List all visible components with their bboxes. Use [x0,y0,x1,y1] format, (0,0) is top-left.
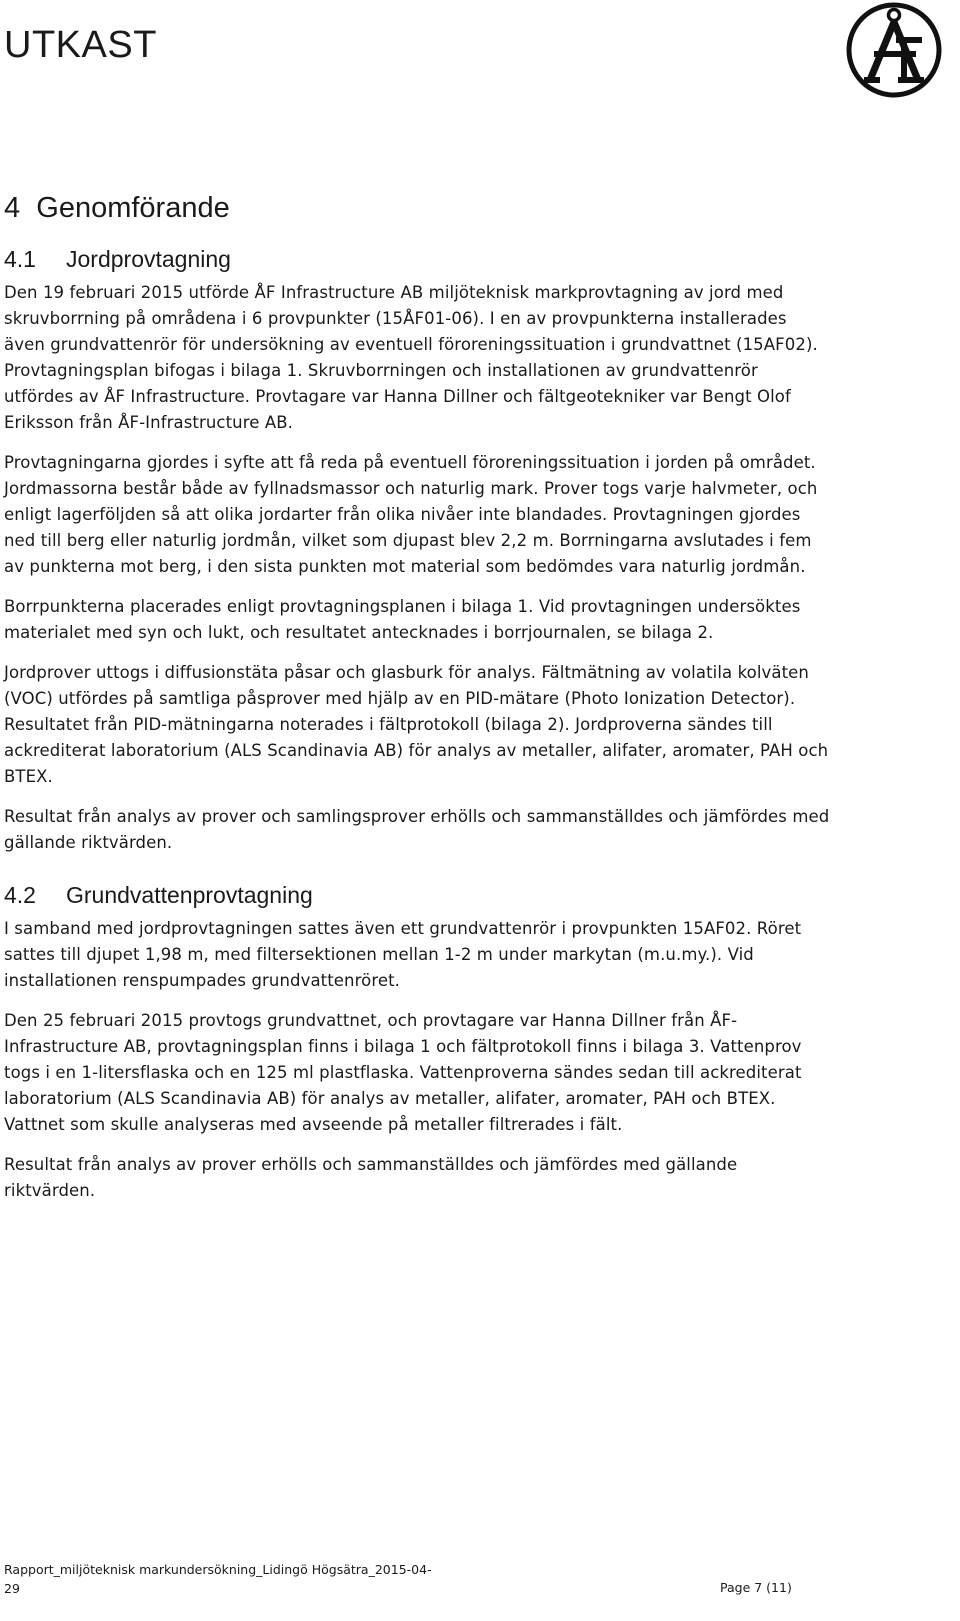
paragraph: Jordprover uttogs i diffusionstäta påsar och glasburk för analys. Fältmätning av volatila kolväten (VOC) utfördes på samtliga påsprover med hjälp av en PID-mätare (Photo Ionization Detector). Resultatet från PID-mätningarna noterades i fältprotokoll (bilaga 2). Jordproverna sändes till ackrediterat laboratorium (ALS Scandinavia AB) för analys av metaller, alifater, aromater, PAH och BTEX. [4,663,829,786]
chapter-heading [4,190,830,226]
paragraph: Den 19 februari 2015 utförde ÅF Infrastructure AB miljöteknisk markprovtagning av jord med skruvborrning på områdena i 6 provpunkter (15ÅF01-06). I en av provpunkterna installerades även grundvattenrör för undersökning av eventuell föroreningssituation i grundvattnet (15AF02). Provtagningsplan bifogas i bilaga 1. Skruvborrningen och installationen av grundvattenrör utfördes av ÅF Infrastructure. Provtagare var Hanna Dillner och fältgeotekniker var Bengt Olof Eriksson från ÅF-Infrastructure AB. [4,283,818,432]
footer-document-name: Rapport_miljöteknisk markundersökning_Lidingö Högsätra_2015-04-29 [4,1562,432,1596]
paragraph: Resultat från analys av prover erhölls och sammanställdes och jämfördes med gällande riktvärden. [4,1155,738,1200]
paragraph: Resultat från analys av prover och samlingsprover erhölls och sammanställdes och jämfördes med gällande riktvärden. [4,807,830,852]
section-heading [4,880,830,910]
section-number: 4.2 [4,882,36,908]
draft-label: UTKAST [4,24,157,66]
document-body [4,190,830,1218]
section-title: Grundvattenprovtagning [66,882,313,908]
section-title: Jordprovtagning [66,246,231,272]
chapter-title: Genomförande [36,192,230,224]
af-logo-icon [844,0,944,100]
paragraph: Borrpunkterna placerades enligt provtagningsplanen i bilaga 1. Vid provtagningen undersöktes materialet med syn och lukt, och resultatet antecknades i borrjournalen, se bilaga 2. [4,597,801,642]
paragraph: Provtagningarna gjordes i syfte att få reda på eventuell föroreningssituation i jorden på området. Jordmassorna består både av fyllnadsmassor och naturlig mark. Prover togs varje halvmeter, och enligt lagerföljden så att olika jordarter från olika nivåer inte blandades. Provtagningen gjordes ned till berg eller naturlig jordmån, vilket som djupast blev 2,2 m. Borrningarna avslutades i fem av punkterna mot berg, i den sista punkten mot material som bedömdes vara naturlig jordmån. [4,453,818,576]
paragraph: Den 25 februari 2015 provtogs grundvattnet, och provtagare var Hanna Dillner från ÅF-Infrastructure AB, provtagningsplan finns i bilaga 1 och fältprotokoll finns i bilaga 3. Vattenprov togs i en 1-litersflaska och en 125 ml plastflaska. Vattenproverna sändes sedan till ackrediterat laboratorium (ALS Scandinavia AB) för analys av metaller, alifater, aromater, PAH och BTEX. Vattnet som skulle analyseras med avseende på metaller filtrerades i fält. [4,1011,802,1134]
paragraph: I samband med jordprovtagningen sattes även ett grundvattenrör i provpunkten 15AF02. Röret sattes till djupet 1,98 m, med filtersektionen mellan 1-2 m under markytan (m.u.my.). Vid installationen renspumpades grundvattenröret. [4,919,802,990]
section-number: 4.1 [4,246,36,272]
chapter-number: 4 [4,192,21,224]
section-heading [4,244,830,274]
footer-page-number: Page 7 (11) [720,1580,792,1595]
